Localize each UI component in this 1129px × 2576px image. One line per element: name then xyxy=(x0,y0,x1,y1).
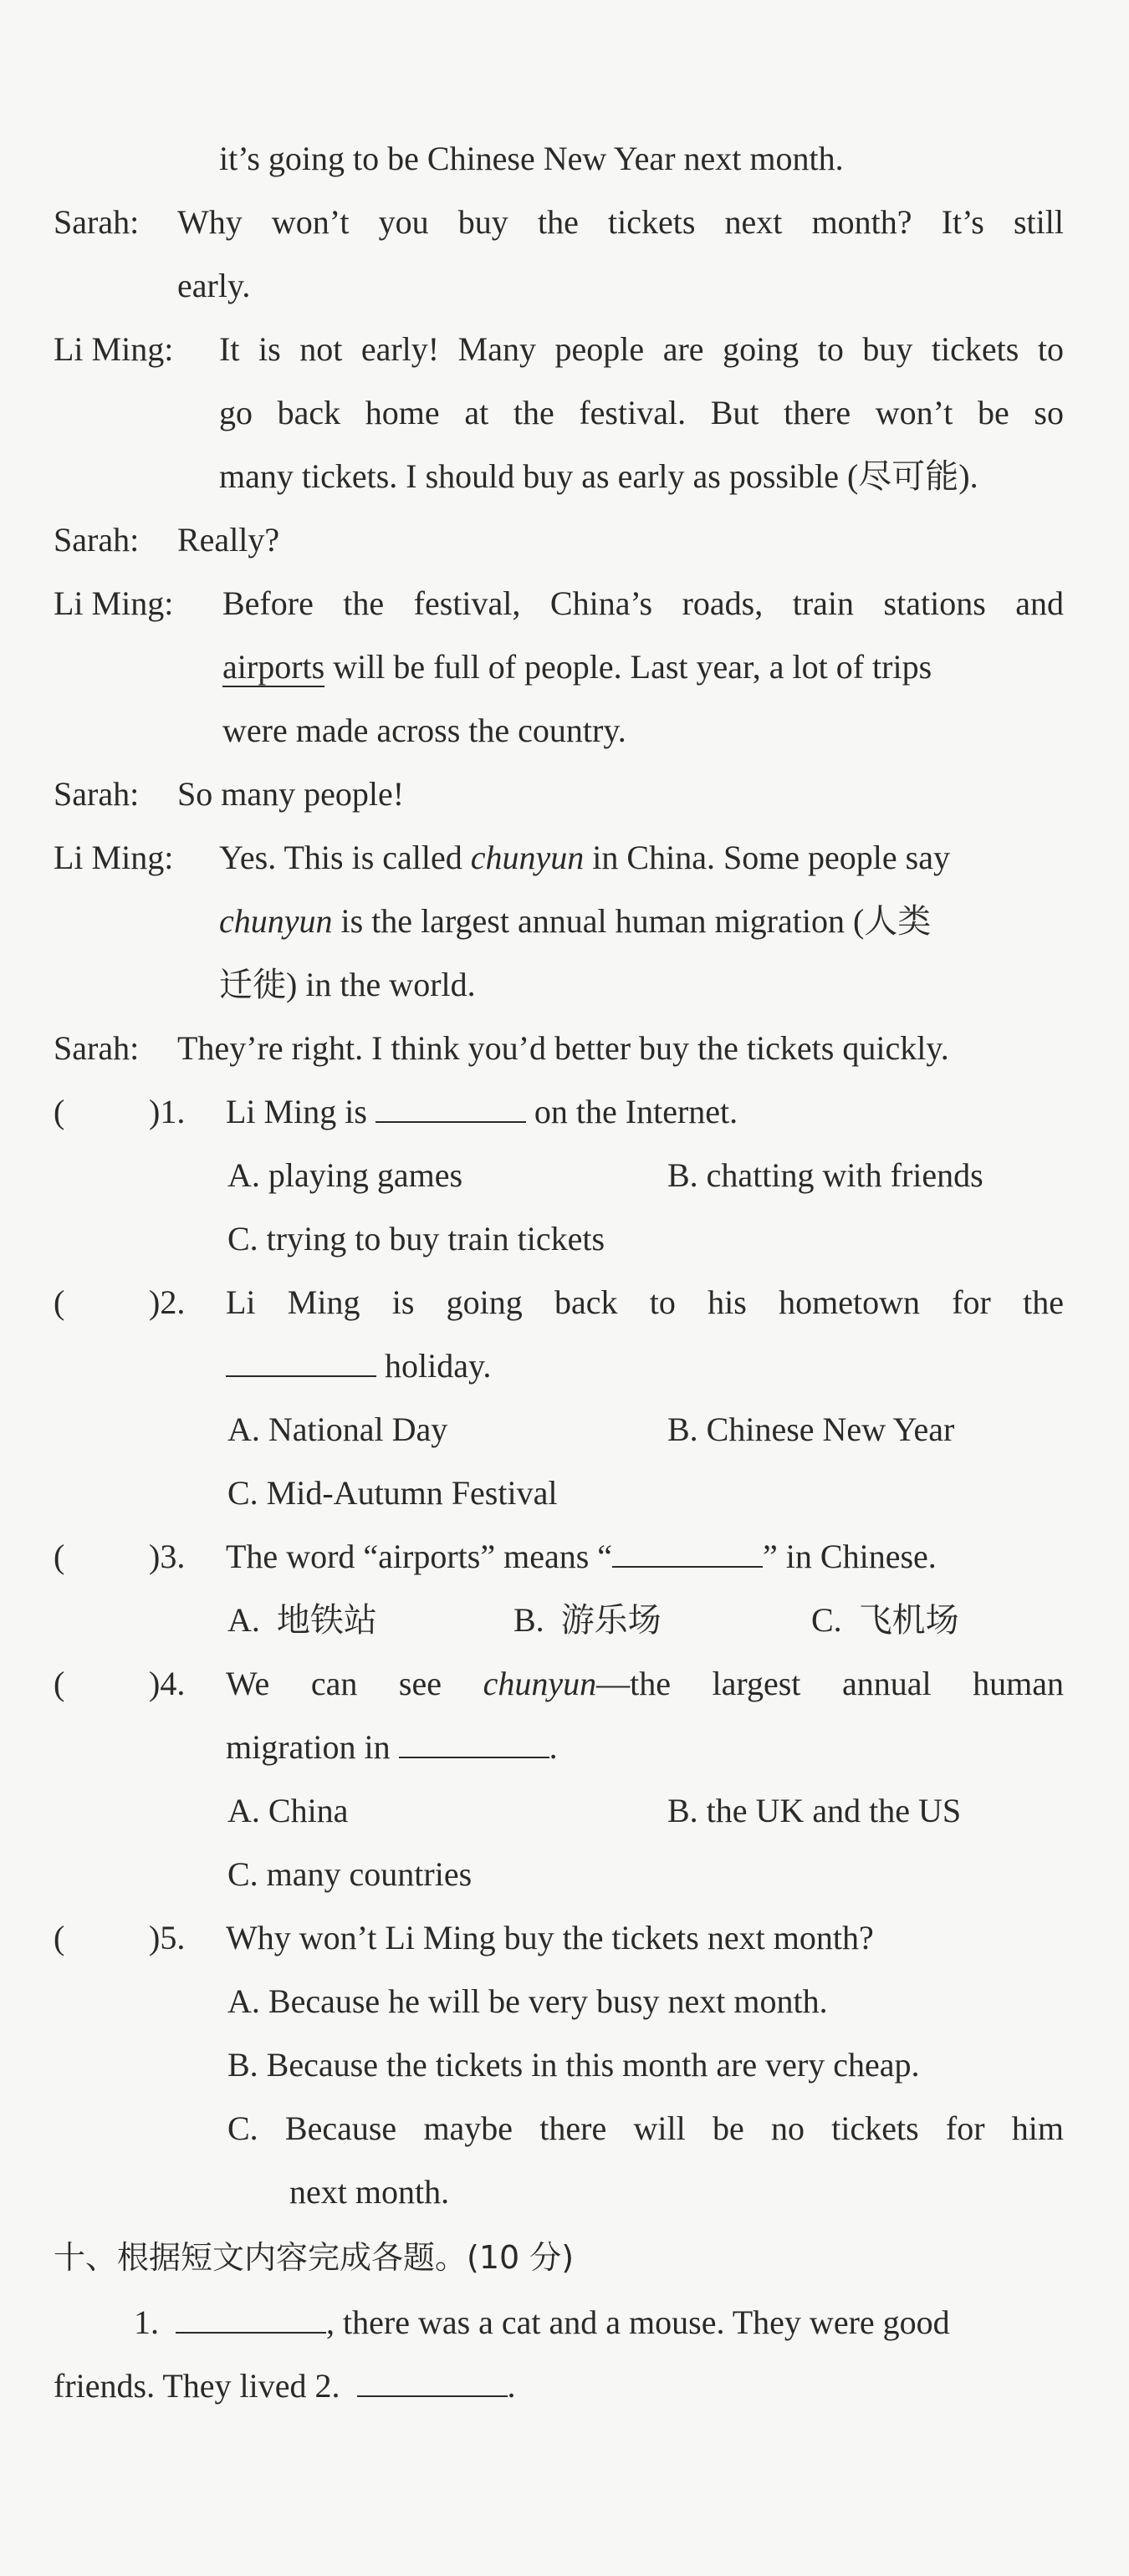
speaker-sarah: Sarah: xyxy=(54,1029,140,1067)
dialogue-line: were made across the country. xyxy=(222,712,626,749)
option-b[interactable]: B. the UK and the US xyxy=(667,1792,962,1829)
speaker-li-ming: Li Ming: xyxy=(54,584,174,622)
answer-blank[interactable] xyxy=(176,2292,326,2334)
question-number: )1. xyxy=(149,1093,186,1130)
dialogue-line: It is not early! Many people are going to buy tickets to xyxy=(219,330,1064,368)
question-text: migration in . xyxy=(226,1716,558,1779)
underlined-word: airports xyxy=(222,648,325,686)
option-c[interactable]: C. many countries xyxy=(227,1855,473,1893)
speaker-li-ming: Li Ming: xyxy=(54,330,174,368)
option-a[interactable]: A. playing games xyxy=(227,1156,463,1194)
section-heading: 十、根据短文内容完成各题。(10 分) xyxy=(54,2239,575,2276)
question-number: )5. xyxy=(149,1919,186,1956)
dialogue-line: 迁徙) in the world. xyxy=(219,966,476,1004)
question-number: )2. xyxy=(149,1283,186,1321)
option-b[interactable]: B. 游乐场 xyxy=(513,1601,662,1640)
option-a[interactable]: A. 地铁站 xyxy=(227,1601,377,1640)
dialogue-line: So many people! xyxy=(177,775,405,813)
answer-blank[interactable] xyxy=(612,1526,763,1568)
speaker-sarah: Sarah: xyxy=(54,775,140,813)
answer-blank[interactable] xyxy=(399,1716,549,1758)
question-number: )3. xyxy=(149,1538,186,1575)
answer-paren: ( xyxy=(54,1283,65,1321)
answer-blank[interactable] xyxy=(357,2355,508,2397)
option-a[interactable]: A. National Day xyxy=(227,1410,448,1448)
speaker-li-ming: Li Ming: xyxy=(54,839,174,876)
option-b[interactable]: B. Chinese New Year xyxy=(667,1410,955,1448)
answer-blank[interactable] xyxy=(375,1081,526,1123)
option-c[interactable]: C. Mid-Autumn Festival xyxy=(227,1474,558,1512)
dialogue-line: Really? xyxy=(177,521,280,559)
option-a[interactable]: A. China xyxy=(227,1792,349,1829)
question-number: )4. xyxy=(149,1665,186,1702)
option-b[interactable]: B. Because the tickets in this month are very cheap. xyxy=(227,2046,920,2084)
option-b[interactable]: B. chatting with friends xyxy=(667,1156,983,1194)
dialogue-line: Before the festival, China’s roads, train stations and xyxy=(222,584,1064,622)
option-c[interactable]: C. trying to buy train tickets xyxy=(227,1220,605,1257)
question-text: Li Ming is going back to his hometown for the xyxy=(226,1283,1064,1321)
answer-paren: ( xyxy=(54,1919,65,1956)
passage-line: friends. They lived 2. . xyxy=(54,2354,516,2418)
dialogue-line: Why won’t you buy the tickets next month? It’s still xyxy=(177,203,1064,241)
option-c[interactable]: C. Because maybe there will be no tickets for him xyxy=(227,2109,1064,2147)
question-text: We can see chunyun—the largest annual human xyxy=(226,1665,1064,1702)
answer-blank[interactable] xyxy=(226,1335,376,1377)
dialogue-line: go back home at the festival. But there won’t be so xyxy=(219,394,1064,431)
question-text: Why won’t Li Ming buy the tickets next month? xyxy=(226,1919,874,1956)
dialogue-line: They’re right. I think you’d better buy the tickets quickly. xyxy=(177,1029,949,1067)
answer-paren: ( xyxy=(54,1093,65,1130)
speaker-sarah: Sarah: xyxy=(54,203,140,241)
dialogue-line: it’s going to be Chinese New Year next month. xyxy=(219,140,844,177)
dialogue-line: chunyun is the largest annual human migration (人类 xyxy=(219,902,932,941)
answer-paren: ( xyxy=(54,1665,65,1702)
speaker-sarah: Sarah: xyxy=(54,521,140,559)
dialogue-line: airports will be full of people. Last year, a lot of trips xyxy=(222,648,932,686)
option-a[interactable]: A. Because he will be very busy next month. xyxy=(227,1982,828,2020)
dialogue-line: Yes. This is called chunyun in China. Some people say xyxy=(219,839,950,876)
dialogue-line: many tickets. I should buy as early as possible (尽可能). xyxy=(219,457,978,496)
passage-line: 1. , there was a cat and a mouse. They were good xyxy=(134,2291,950,2354)
question-text: holiday. xyxy=(226,1334,491,1398)
dialogue-line: early. xyxy=(177,267,251,304)
question-text: The word “airports” means “ ” in Chinese. xyxy=(226,1525,937,1589)
option-c-continued: next month. xyxy=(289,2173,450,2211)
answer-paren: ( xyxy=(54,1538,65,1575)
question-text: Li Ming is on the Internet. xyxy=(226,1080,738,1144)
option-c[interactable]: C. 飞机场 xyxy=(811,1601,959,1640)
